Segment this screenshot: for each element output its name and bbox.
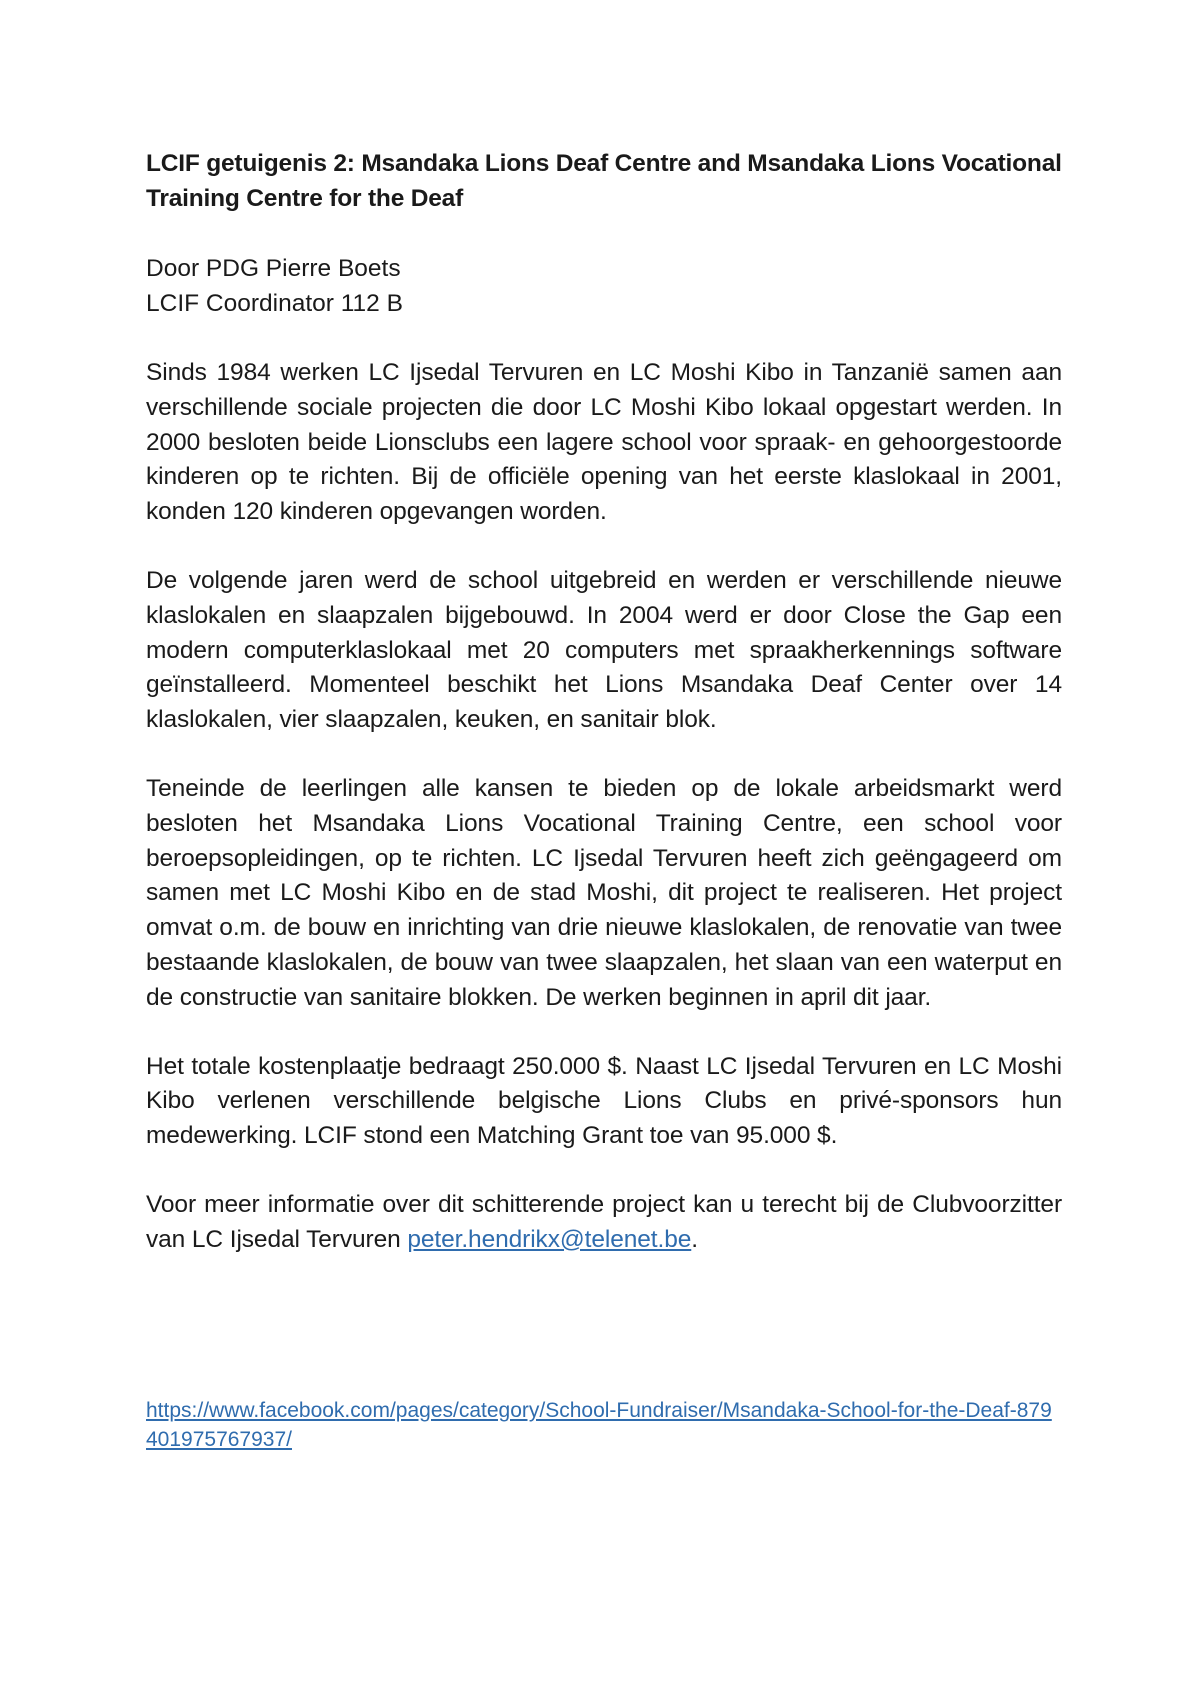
author-line: Door PDG Pierre Boets bbox=[146, 255, 401, 282]
facebook-link-block bbox=[146, 1396, 1062, 1454]
contact-email-link[interactable]: peter.hendrikx@telenet.be bbox=[407, 1225, 692, 1253]
paragraph-vocational-centre: Teneinde de leerlingen alle kansen te bieden op de lokale arbeidsmarkt werd besloten het Msandaka Lions Vocational Training Centre, een school voor beroepsopleidingen, op te richten. LC Ijsedal Tervuren heeft zich geëngageerd om samen met LC Moshi Kibo en de stad Moshi, dit project te realiseren. Het project omvat o.m. de bouw en inrichting van drie nieuwe klaslokalen, de renovatie van twee bestaande klaslokalen, de bouw van twee slaapzalen, het slaan van een waterput en de constructie van sanitaire blokken. De werken beginnen in april dit jaar. bbox=[146, 774, 1062, 1011]
document-title: LCIF getuigenis 2: Msandaka Lions Deaf Centre and Msandaka Lions Vocational Training Centre for the Deaf bbox=[146, 150, 1062, 212]
contact-text: Voor meer informatie over dit schitterende project kan u terecht bij de Clubvoorzitter van LC Ijsedal Tervuren bbox=[146, 1190, 1062, 1253]
paragraph-costs: Het totale kostenplaatje bedraagt 250.000 $. Naast LC Ijsedal Tervuren en LC Moshi Kibo verlenen verschillende belgische Lions Clubs en privé-sponsors hun medewerking. LCIF stond een Matching Grant toe van 95.000 $. bbox=[146, 1052, 1062, 1150]
paragraph-expansion: De volgende jaren werd de school uitgebreid en werden er verschillende nieuwe klaslokalen en slaapzalen bijgebouwd. In 2004 werd er door Close the Gap een modern computerklaslokaal met 20 computers met spraakherkennings software geïnstalleerd. Momenteel beschikt het Lions Msandaka Deaf Center over 14 klaslokalen, vier slaapzalen, keuken, en sanitair blok. bbox=[146, 566, 1062, 734]
paragraph-history: Sinds 1984 werken LC Ijsedal Tervuren en LC Moshi Kibo in Tanzanië samen aan verschillende sociale projecten die door LC Moshi Kibo lokaal opgestart werden. In 2000 besloten beide Lionsclubs een lagere school voor spraak- en gehoorgestoorde kinderen op te richten. Bij de officiële opening van het eerste klaslokaal in 2001, konden 120 kinderen opgevangen worden. bbox=[146, 359, 1062, 526]
paragraph-contact bbox=[146, 1188, 1062, 1258]
document-body bbox=[146, 146, 1062, 1292]
author-role: LCIF Coordinator 112 B bbox=[146, 290, 403, 317]
facebook-page-link[interactable]: https://www.facebook.com/pages/category/School-Fundraiser/Msandaka-School-for-the-Deaf-879401975767937/ bbox=[146, 1399, 1052, 1451]
contact-suffix: . bbox=[691, 1225, 698, 1253]
author-block bbox=[146, 251, 1062, 321]
